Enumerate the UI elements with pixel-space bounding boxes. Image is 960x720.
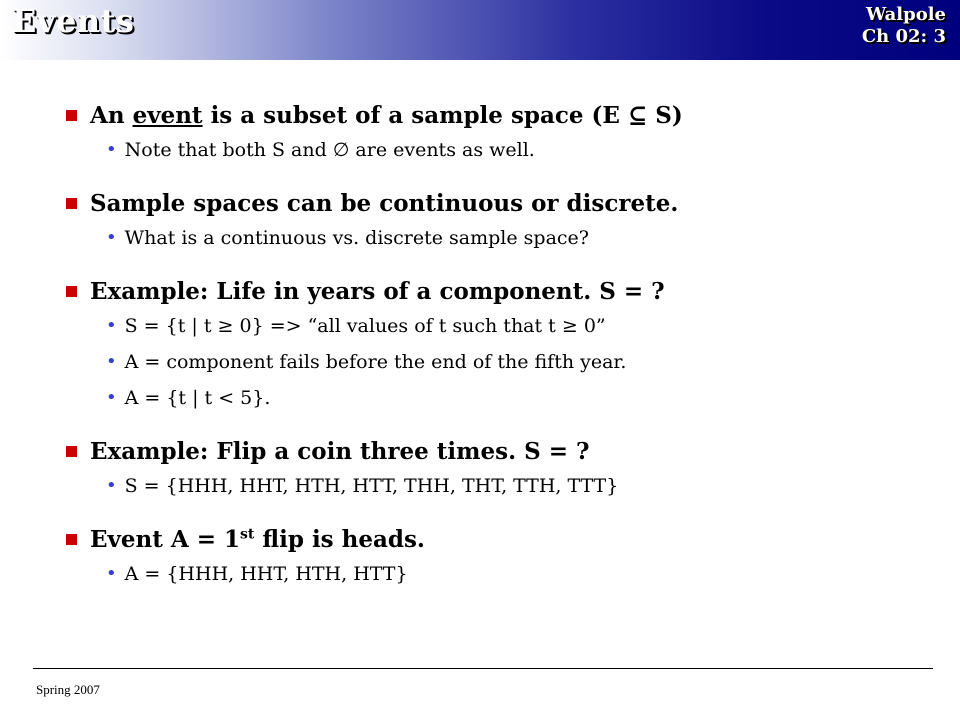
author-label: Walpole <box>865 4 946 25</box>
title-bar <box>0 0 960 60</box>
sub-bullet-text: What is a continuous vs. discrete sample space? <box>124 227 589 249</box>
square-bullet-icon <box>66 446 77 457</box>
sub-bullet <box>66 556 936 592</box>
sub-bullet <box>66 220 936 256</box>
square-bullet-icon <box>66 534 77 545</box>
square-bullet-icon <box>66 286 77 297</box>
sub-bullet-text: Note that both S and ∅ are events as well. <box>124 139 535 161</box>
footer-date: Spring 2007 <box>36 682 100 697</box>
bullet-event-a <box>66 522 936 592</box>
bullet-continuous-discrete <box>66 186 936 256</box>
sub-bullet <box>66 468 936 504</box>
sub-bullet-text: A = component fails before the end of the fifth year. <box>124 351 627 373</box>
dot-bullet-icon: • <box>106 387 117 408</box>
dot-bullet-icon: • <box>106 475 117 496</box>
bullet-text: Example: Flip a coin three times. S = ? <box>90 437 590 465</box>
square-bullet-icon <box>66 198 77 209</box>
sub-bullet-text: S = {HHH, HHT, HTH, HTT, THH, THT, TTH, TTT} <box>124 475 619 497</box>
underlined-term: event <box>132 101 203 129</box>
sub-bullet-text: A = {t | t < 5}. <box>124 387 271 409</box>
dot-bullet-icon: • <box>106 139 117 160</box>
bullet-component-life-example <box>66 274 936 416</box>
sub-bullet <box>66 344 936 380</box>
sub-bullet-text: A = {HHH, HHT, HTH, HTT} <box>124 563 408 585</box>
sub-bullet-text: S = {t | t ≥ 0} => “all values of t such that t ≥ 0” <box>124 315 606 337</box>
bullet-text: Sample spaces can be continuous or discrete. <box>90 189 679 217</box>
slide-body <box>66 98 936 610</box>
dot-bullet-icon: • <box>106 563 117 584</box>
ordinal-suffix: st <box>240 525 255 542</box>
bullet-text: An event is a subset of a sample space (E ⊆ S) <box>90 101 683 129</box>
dot-bullet-icon: • <box>106 315 117 336</box>
square-bullet-icon <box>66 110 77 121</box>
bullet-text: Event A = 1st flip is heads. <box>90 525 425 553</box>
bullet-text: Example: Life in years of a component. S = ? <box>90 277 665 305</box>
chapter-page-label: Ch 02: 3 <box>861 26 946 47</box>
bullet-coin-flip-example <box>66 434 936 504</box>
course-reference <box>862 4 946 48</box>
bullet-event-definition <box>66 98 936 168</box>
slide-title: Events <box>12 2 135 40</box>
dot-bullet-icon: • <box>106 227 117 248</box>
sub-bullet <box>66 132 936 168</box>
footer-divider <box>33 668 933 669</box>
dot-bullet-icon: • <box>106 351 117 372</box>
sub-bullet <box>66 308 936 344</box>
sub-bullet <box>66 380 936 416</box>
